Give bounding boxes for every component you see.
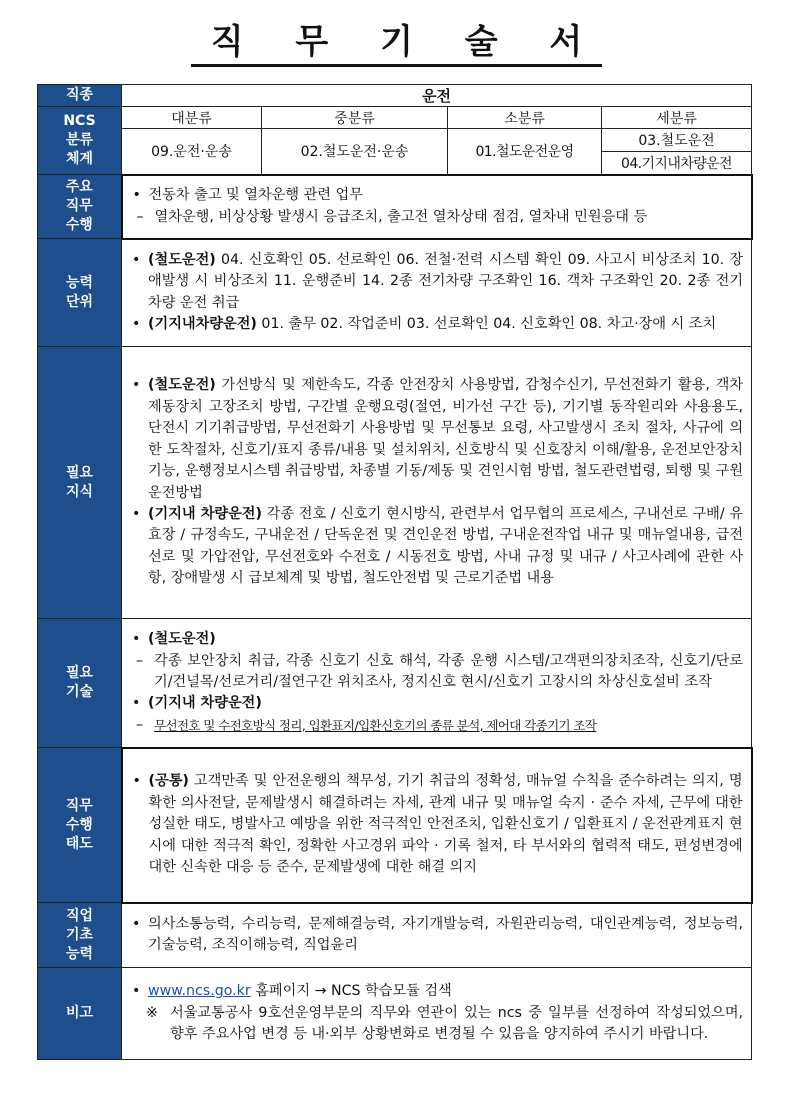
label-attitude: 직무 수행 태도 <box>38 748 122 903</box>
list-item: • 전동차 출고 및 열차운행 관련 업무 <box>132 187 363 204</box>
ncs-minor: 01.철도운전운영 <box>448 129 602 175</box>
label-ability-unit: 능력 단위 <box>38 239 122 347</box>
ncs-middle: 02.철도운전·운송 <box>262 129 448 175</box>
list-item: – 각종 보안장치 취급, 각종 신호기 신호 해석, 각종 운행 시스템/고객편의장치조작, 신호기/단로기/건널목/선로거리/절연구간 위치조사, 정지신호 현시/신호기 고장시의 차상신호설비 조작 <box>136 652 744 691</box>
list-item: • (기지내 차량운전) <box>132 695 262 712</box>
list-item: • (기지내차량운전) 01. 출무 02. 작업준비 03. 선로확인 04. 신호확인 08. 차고·장애 시 조치 <box>132 316 717 333</box>
job-type-value: 운전 <box>122 85 752 107</box>
ncs-website-link[interactable]: www.ncs.go.kr <box>148 983 251 1000</box>
header-major: 대분류 <box>122 107 262 129</box>
remark-note: ※ 서울교통공사 9호선운영부문의 직무와 연관이 있는 ncs 중 일부를 선정하여 작성되었으며, 향후 주요사업 변경 등 내·외부 상황변화로 변경될 수 있음을 양지하여 주시기 바랍니다. <box>146 1004 744 1043</box>
list-item: – 열차운행, 비상상황 발생시 응급조치, 출고전 열차상태 점검, 열차내 민원응대 등 <box>136 208 648 225</box>
label-remark: 비고 <box>38 968 122 1060</box>
ncs-detail-2: 04.기지내차량운전 <box>602 152 752 175</box>
ncs-detail-1: 03.철도운전 <box>602 129 752 152</box>
ncs-major: 09.운전·운송 <box>122 129 262 175</box>
list-item: • (철도운전) 04. 신호확인 05. 선로확인 06. 전철·전력 시스템 확인 09. 사고시 비상조치 10. 장애발생 시 비상조치 11. 운행준비 14. 2종 전기차량 구조확인 16. 객차 구조확인 20. 2종 전기차량 운전 취급 <box>132 251 744 311</box>
list-item: • (공통) 고객만족 및 안전운행의 책무성, 기기 취급의 정확성, 매뉴얼 수칙을 준수하려는 의지, 명확한 의사전달, 문제발생시 해결하려는 자세, 관계 내규 및 매뉴얼 숙지 · 준수 자세, 근무에 대한 성실한 태도, 병발사고 예방을 위한 적극적인 안전조치, 입환신호기 / 입환표지 / 운전관계표지 현시에 대한 적극적 확인, 정확한 사고경위 파악 · 기록 철저, 타 부서와의 협력적 태도, 편성변경에 대한 신속한 대응 등 준수, 문제발생에 대한 해결 의지 <box>132 773 743 876</box>
main-duty-cell <box>122 175 752 239</box>
list-item: • (철도운전) 가선방식 및 제한속도, 각종 안전장치 사용방법, 감청수신기, 무선전화기 활용, 객차 제동장치 고장조치 방법, 구간별 운행요령(절연, 비가선 구간 등), 기기별 동작원리와 사용용도, 단전시 기기취급방법, 무선전화기 사용방법 및 무선통보 요령, 사고발생시 조치 절차, 사규에 의한 도착절차, 신호기/표지 종류/내용 및 설치위치, 신호방식 및 신호장치 이해/활용, 운전보안장치 기능, 운행정보시스템 취급방법, 차종별 기동/제동 및 견인시험 방법, 철도관련법령, 퇴행 및 구원운전방법 <box>132 377 744 501</box>
knowledge-cell <box>122 347 752 619</box>
attitude-cell <box>122 748 752 903</box>
label-basic-ability: 직업 기초 능력 <box>38 903 122 968</box>
skill-cell <box>122 619 752 748</box>
basic-ability-cell <box>122 903 752 968</box>
list-item: • (기지내 차량운전) 각종 전호 / 신호기 현시방식, 관련부서 업무협의 프로세스, 구내선로 구배/ 유효장 / 규정속도, 구내운전 / 단독운전 및 견인운전 방법, 구내운전작업 내규 및 매뉴얼내용, 급전선로 및 가압전압, 무선전호와 수전호 / 시동전호 방법, 사내 규정 및 내규 / 사고사례에 관한 사항, 장애발생 시 급보체계 및 방법, 철도안전법 및 근로기준법 내용 <box>132 505 744 587</box>
list-item: • 의사소통능력, 수리능력, 문제해결능력, 자기개발능력, 자원관리능력, 대인관계능력, 정보능력, 기술능력, 조직이해능력, 직업윤리 <box>132 915 744 954</box>
header-middle: 중분류 <box>262 107 448 129</box>
job-description-table <box>37 84 753 1060</box>
ability-unit-cell <box>122 239 752 347</box>
list-item: • (철도운전) <box>132 631 216 648</box>
label-main-duty: 주요 직무 수행 <box>38 175 122 239</box>
label-skill: 필요 기술 <box>38 619 122 748</box>
header-minor: 소분류 <box>448 107 602 129</box>
list-item: – 무선전호 및 수전호방식 정리, 입환표지/입환신호기의 종류 분석, 제어대 각종기기 조작 <box>136 716 597 733</box>
document-title <box>0 14 793 63</box>
label-ncs: NCS 분류 체계 <box>38 107 122 175</box>
label-job-type: 직종 <box>38 85 122 107</box>
remark-cell <box>122 968 752 1060</box>
list-item: • www.ncs.go.kr 홈페이지 → NCS 학습모듈 검색 <box>132 983 452 1000</box>
header-detail: 세분류 <box>602 107 752 129</box>
title-text: 직 무 기 술 서 <box>191 22 603 67</box>
label-knowledge: 필요 지식 <box>38 347 122 619</box>
